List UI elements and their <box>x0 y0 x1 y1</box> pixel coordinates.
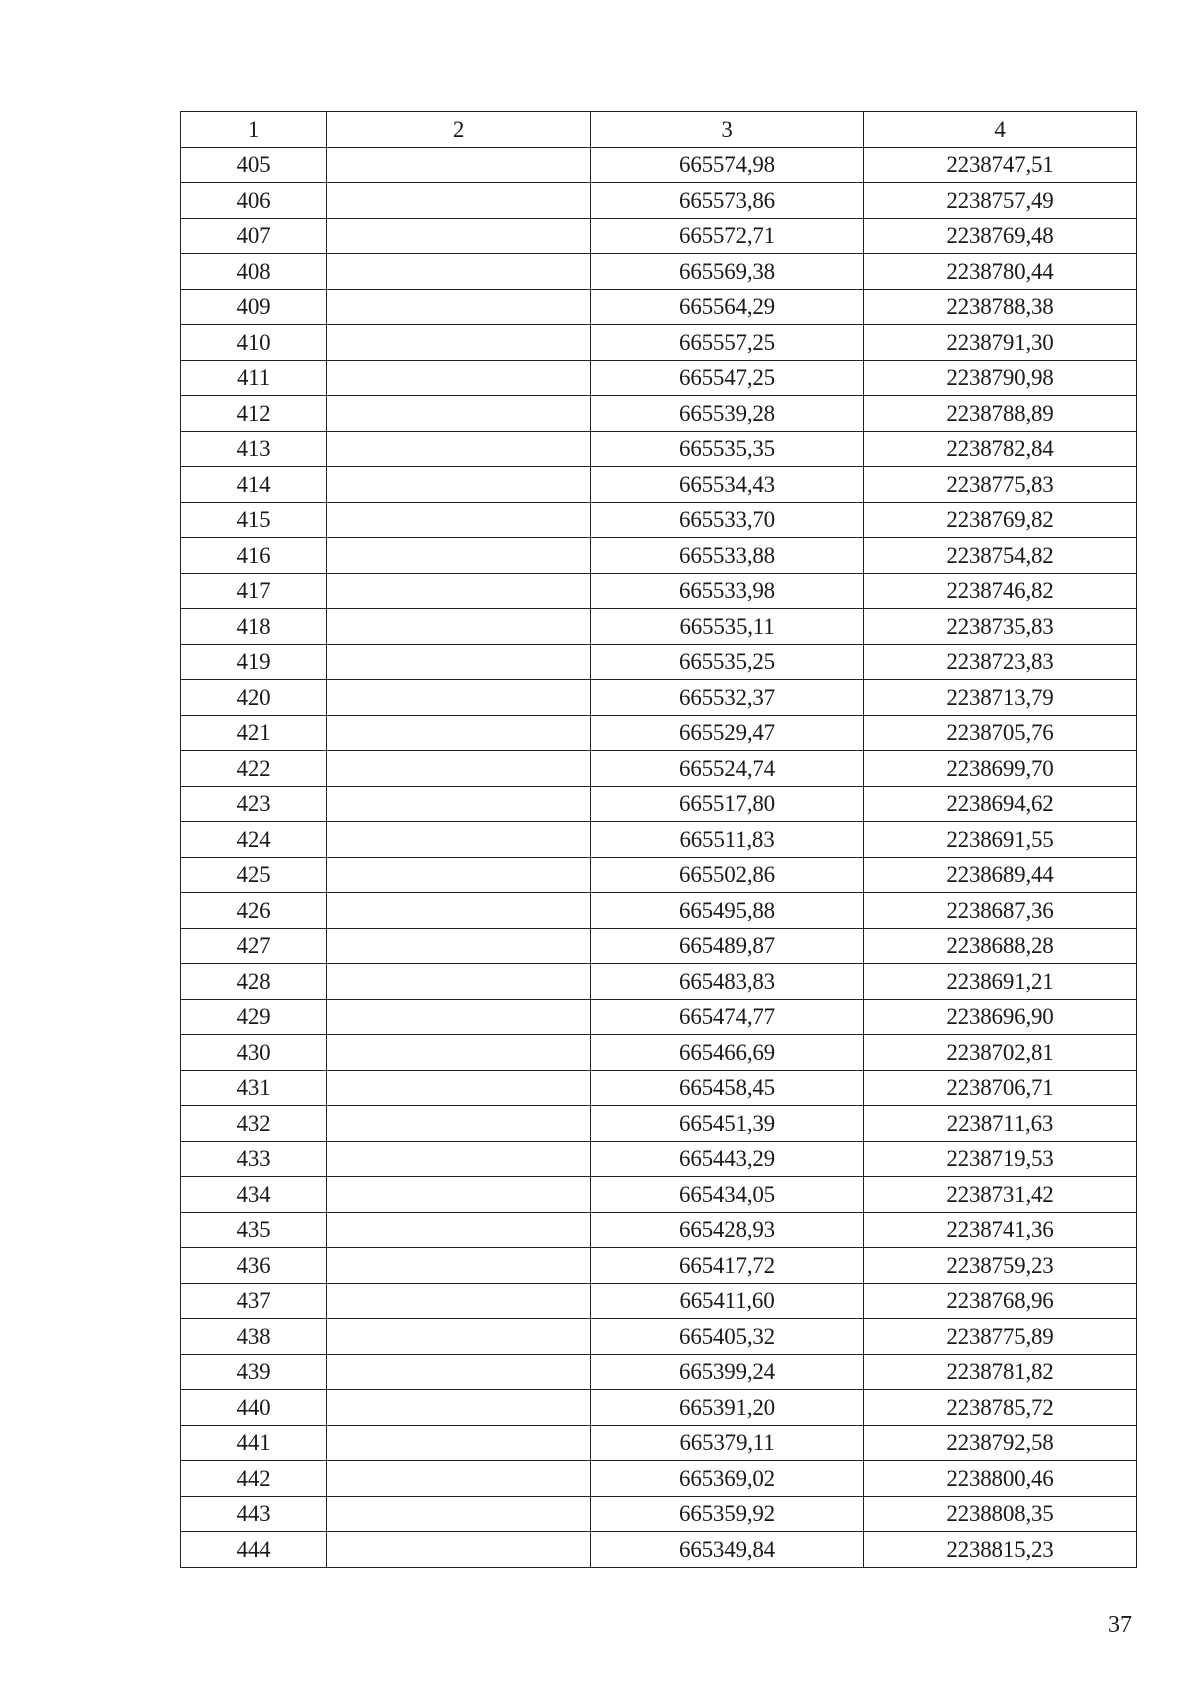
description-cell <box>327 502 591 538</box>
table-row <box>181 609 1137 645</box>
y-coordinate-cell: 2238781,82 <box>864 1354 1137 1390</box>
point-number-cell: 409 <box>181 289 327 325</box>
description-cell <box>327 1283 591 1319</box>
y-coordinate-cell: 2238735,83 <box>864 609 1137 645</box>
description-cell <box>327 538 591 574</box>
point-number-cell: 436 <box>181 1248 327 1284</box>
point-number-cell: 431 <box>181 1070 327 1106</box>
y-coordinate-cell: 2238782,84 <box>864 431 1137 467</box>
y-coordinate-cell: 2238694,62 <box>864 786 1137 822</box>
description-cell <box>327 183 591 219</box>
point-number-cell: 441 <box>181 1425 327 1461</box>
y-coordinate-cell: 2238775,83 <box>864 467 1137 503</box>
table-row <box>181 1106 1137 1142</box>
x-coordinate-cell: 665349,84 <box>591 1532 864 1568</box>
x-coordinate-cell: 665529,47 <box>591 715 864 751</box>
table-row <box>181 644 1137 680</box>
description-cell <box>327 893 591 929</box>
point-number-cell: 424 <box>181 822 327 858</box>
point-number-cell: 417 <box>181 573 327 609</box>
point-number-cell: 434 <box>181 1177 327 1213</box>
table-row <box>181 680 1137 716</box>
point-number-cell: 421 <box>181 715 327 751</box>
table-row <box>181 786 1137 822</box>
table-row <box>181 1070 1137 1106</box>
table-row <box>181 254 1137 290</box>
y-coordinate-cell: 2238790,98 <box>864 360 1137 396</box>
y-coordinate-cell: 2238788,89 <box>864 396 1137 432</box>
y-coordinate-cell: 2238687,36 <box>864 893 1137 929</box>
description-cell <box>327 751 591 787</box>
y-coordinate-cell: 2238769,82 <box>864 502 1137 538</box>
table-row <box>181 360 1137 396</box>
description-cell <box>327 786 591 822</box>
table-row <box>181 431 1137 467</box>
x-coordinate-cell: 665483,83 <box>591 964 864 1000</box>
x-coordinate-cell: 665474,77 <box>591 999 864 1035</box>
y-coordinate-cell: 2238699,70 <box>864 751 1137 787</box>
x-coordinate-cell: 665417,72 <box>591 1248 864 1284</box>
y-coordinate-cell: 2238747,51 <box>864 147 1137 183</box>
table-row <box>181 857 1137 893</box>
point-number-cell: 437 <box>181 1283 327 1319</box>
description-cell <box>327 396 591 432</box>
x-coordinate-cell: 665535,11 <box>591 609 864 645</box>
point-number-cell: 427 <box>181 928 327 964</box>
description-cell <box>327 325 591 361</box>
x-coordinate-cell: 665569,38 <box>591 254 864 290</box>
point-number-cell: 433 <box>181 1141 327 1177</box>
point-number-cell: 416 <box>181 538 327 574</box>
x-coordinate-cell: 665411,60 <box>591 1283 864 1319</box>
description-cell <box>327 964 591 1000</box>
table-row <box>181 1496 1137 1532</box>
point-number-cell: 440 <box>181 1390 327 1426</box>
description-cell <box>327 715 591 751</box>
point-number-cell: 443 <box>181 1496 327 1532</box>
description-cell <box>327 289 591 325</box>
y-coordinate-cell: 2238713,79 <box>864 680 1137 716</box>
table-header <box>181 112 1137 148</box>
point-number-cell: 406 <box>181 183 327 219</box>
x-coordinate-cell: 665535,35 <box>591 431 864 467</box>
description-cell <box>327 431 591 467</box>
y-coordinate-cell: 2238780,44 <box>864 254 1137 290</box>
y-coordinate-cell: 2238731,42 <box>864 1177 1137 1213</box>
column-header-4: 4 <box>864 112 1137 148</box>
x-coordinate-cell: 665557,25 <box>591 325 864 361</box>
table-row <box>181 325 1137 361</box>
column-header-2: 2 <box>327 112 591 148</box>
table-row <box>181 218 1137 254</box>
table-row <box>181 964 1137 1000</box>
point-number-cell: 422 <box>181 751 327 787</box>
table-row <box>181 1319 1137 1355</box>
point-number-cell: 420 <box>181 680 327 716</box>
description-cell <box>327 147 591 183</box>
point-number-cell: 407 <box>181 218 327 254</box>
x-coordinate-cell: 665502,86 <box>591 857 864 893</box>
y-coordinate-cell: 2238775,89 <box>864 1319 1137 1355</box>
table-body <box>181 147 1137 1567</box>
table-row <box>181 289 1137 325</box>
x-coordinate-cell: 665572,71 <box>591 218 864 254</box>
x-coordinate-cell: 665534,43 <box>591 467 864 503</box>
x-coordinate-cell: 665458,45 <box>591 1070 864 1106</box>
description-cell <box>327 1141 591 1177</box>
table-row <box>181 1177 1137 1213</box>
y-coordinate-cell: 2238785,72 <box>864 1390 1137 1426</box>
description-cell <box>327 1035 591 1071</box>
description-cell <box>327 1248 591 1284</box>
description-cell <box>327 1461 591 1497</box>
y-coordinate-cell: 2238788,38 <box>864 289 1137 325</box>
point-number-cell: 413 <box>181 431 327 467</box>
point-number-cell: 423 <box>181 786 327 822</box>
table-row <box>181 1390 1137 1426</box>
point-number-cell: 412 <box>181 396 327 432</box>
point-number-cell: 442 <box>181 1461 327 1497</box>
table-row <box>181 502 1137 538</box>
x-coordinate-cell: 665391,20 <box>591 1390 864 1426</box>
table-row <box>181 1532 1137 1568</box>
x-coordinate-cell: 665511,83 <box>591 822 864 858</box>
description-cell <box>327 680 591 716</box>
description-cell <box>327 218 591 254</box>
description-cell <box>327 999 591 1035</box>
point-number-cell: 444 <box>181 1532 327 1568</box>
description-cell <box>327 360 591 396</box>
description-cell <box>327 644 591 680</box>
table-row <box>181 1212 1137 1248</box>
x-coordinate-cell: 665443,29 <box>591 1141 864 1177</box>
point-number-cell: 426 <box>181 893 327 929</box>
y-coordinate-cell: 2238719,53 <box>864 1141 1137 1177</box>
column-header-1: 1 <box>181 112 327 148</box>
x-coordinate-cell: 665517,80 <box>591 786 864 822</box>
y-coordinate-cell: 2238746,82 <box>864 573 1137 609</box>
table-row <box>181 715 1137 751</box>
table-row <box>181 1461 1137 1497</box>
x-coordinate-cell: 665533,70 <box>591 502 864 538</box>
y-coordinate-cell: 2238759,23 <box>864 1248 1137 1284</box>
description-cell <box>327 254 591 290</box>
description-cell <box>327 928 591 964</box>
y-coordinate-cell: 2238741,36 <box>864 1212 1137 1248</box>
y-coordinate-cell: 2238800,46 <box>864 1461 1137 1497</box>
description-cell <box>327 573 591 609</box>
x-coordinate-cell: 665451,39 <box>591 1106 864 1142</box>
description-cell <box>327 467 591 503</box>
y-coordinate-cell: 2238705,76 <box>864 715 1137 751</box>
x-coordinate-cell: 665428,93 <box>591 1212 864 1248</box>
table-row <box>181 1035 1137 1071</box>
x-coordinate-cell: 665524,74 <box>591 751 864 787</box>
description-cell <box>327 1106 591 1142</box>
point-number-cell: 405 <box>181 147 327 183</box>
description-cell <box>327 1354 591 1390</box>
x-coordinate-cell: 665532,37 <box>591 680 864 716</box>
table-row <box>181 1141 1137 1177</box>
table-row <box>181 1425 1137 1461</box>
x-coordinate-cell: 665405,32 <box>591 1319 864 1355</box>
page-number: 37 <box>1108 1612 1132 1638</box>
description-cell <box>327 822 591 858</box>
x-coordinate-cell: 665539,28 <box>591 396 864 432</box>
point-number-cell: 439 <box>181 1354 327 1390</box>
description-cell <box>327 1177 591 1213</box>
y-coordinate-cell: 2238757,49 <box>864 183 1137 219</box>
y-coordinate-cell: 2238754,82 <box>864 538 1137 574</box>
y-coordinate-cell: 2238706,71 <box>864 1070 1137 1106</box>
y-coordinate-cell: 2238691,55 <box>864 822 1137 858</box>
point-number-cell: 430 <box>181 1035 327 1071</box>
table-row <box>181 1283 1137 1319</box>
x-coordinate-cell: 665535,25 <box>591 644 864 680</box>
x-coordinate-cell: 665489,87 <box>591 928 864 964</box>
y-coordinate-cell: 2238808,35 <box>864 1496 1137 1532</box>
description-cell <box>327 1319 591 1355</box>
point-number-cell: 415 <box>181 502 327 538</box>
table-row <box>181 467 1137 503</box>
x-coordinate-cell: 665533,98 <box>591 573 864 609</box>
description-cell <box>327 1212 591 1248</box>
point-number-cell: 411 <box>181 360 327 396</box>
x-coordinate-cell: 665434,05 <box>591 1177 864 1213</box>
point-number-cell: 429 <box>181 999 327 1035</box>
y-coordinate-cell: 2238702,81 <box>864 1035 1137 1071</box>
point-number-cell: 428 <box>181 964 327 1000</box>
y-coordinate-cell: 2238723,83 <box>864 644 1137 680</box>
table-row <box>181 538 1137 574</box>
description-cell <box>327 857 591 893</box>
y-coordinate-cell: 2238769,48 <box>864 218 1137 254</box>
point-number-cell: 408 <box>181 254 327 290</box>
x-coordinate-cell: 665379,11 <box>591 1425 864 1461</box>
y-coordinate-cell: 2238696,90 <box>864 999 1137 1035</box>
table-row <box>181 396 1137 432</box>
x-coordinate-cell: 665466,69 <box>591 1035 864 1071</box>
x-coordinate-cell: 665533,88 <box>591 538 864 574</box>
description-cell <box>327 1496 591 1532</box>
point-number-cell: 432 <box>181 1106 327 1142</box>
y-coordinate-cell: 2238689,44 <box>864 857 1137 893</box>
y-coordinate-cell: 2238711,63 <box>864 1106 1137 1142</box>
table-row <box>181 1354 1137 1390</box>
point-number-cell: 410 <box>181 325 327 361</box>
point-number-cell: 438 <box>181 1319 327 1355</box>
column-header-3: 3 <box>591 112 864 148</box>
description-cell <box>327 1425 591 1461</box>
point-number-cell: 425 <box>181 857 327 893</box>
coordinates-table <box>180 111 1137 1568</box>
table-row <box>181 147 1137 183</box>
y-coordinate-cell: 2238768,96 <box>864 1283 1137 1319</box>
table-row <box>181 183 1137 219</box>
y-coordinate-cell: 2238815,23 <box>864 1532 1137 1568</box>
description-cell <box>327 1532 591 1568</box>
table-row <box>181 893 1137 929</box>
x-coordinate-cell: 665359,92 <box>591 1496 864 1532</box>
table-row <box>181 1248 1137 1284</box>
y-coordinate-cell: 2238792,58 <box>864 1425 1137 1461</box>
x-coordinate-cell: 665369,02 <box>591 1461 864 1497</box>
x-coordinate-cell: 665495,88 <box>591 893 864 929</box>
x-coordinate-cell: 665564,29 <box>591 289 864 325</box>
table-row <box>181 822 1137 858</box>
y-coordinate-cell: 2238688,28 <box>864 928 1137 964</box>
point-number-cell: 435 <box>181 1212 327 1248</box>
description-cell <box>327 1070 591 1106</box>
x-coordinate-cell: 665547,25 <box>591 360 864 396</box>
x-coordinate-cell: 665399,24 <box>591 1354 864 1390</box>
table-row <box>181 751 1137 787</box>
y-coordinate-cell: 2238791,30 <box>864 325 1137 361</box>
description-cell <box>327 609 591 645</box>
x-coordinate-cell: 665574,98 <box>591 147 864 183</box>
y-coordinate-cell: 2238691,21 <box>864 964 1137 1000</box>
x-coordinate-cell: 665573,86 <box>591 183 864 219</box>
table-row <box>181 928 1137 964</box>
table-row <box>181 999 1137 1035</box>
table-row <box>181 573 1137 609</box>
description-cell <box>327 1390 591 1426</box>
point-number-cell: 418 <box>181 609 327 645</box>
point-number-cell: 414 <box>181 467 327 503</box>
header-row <box>181 112 1137 148</box>
point-number-cell: 419 <box>181 644 327 680</box>
